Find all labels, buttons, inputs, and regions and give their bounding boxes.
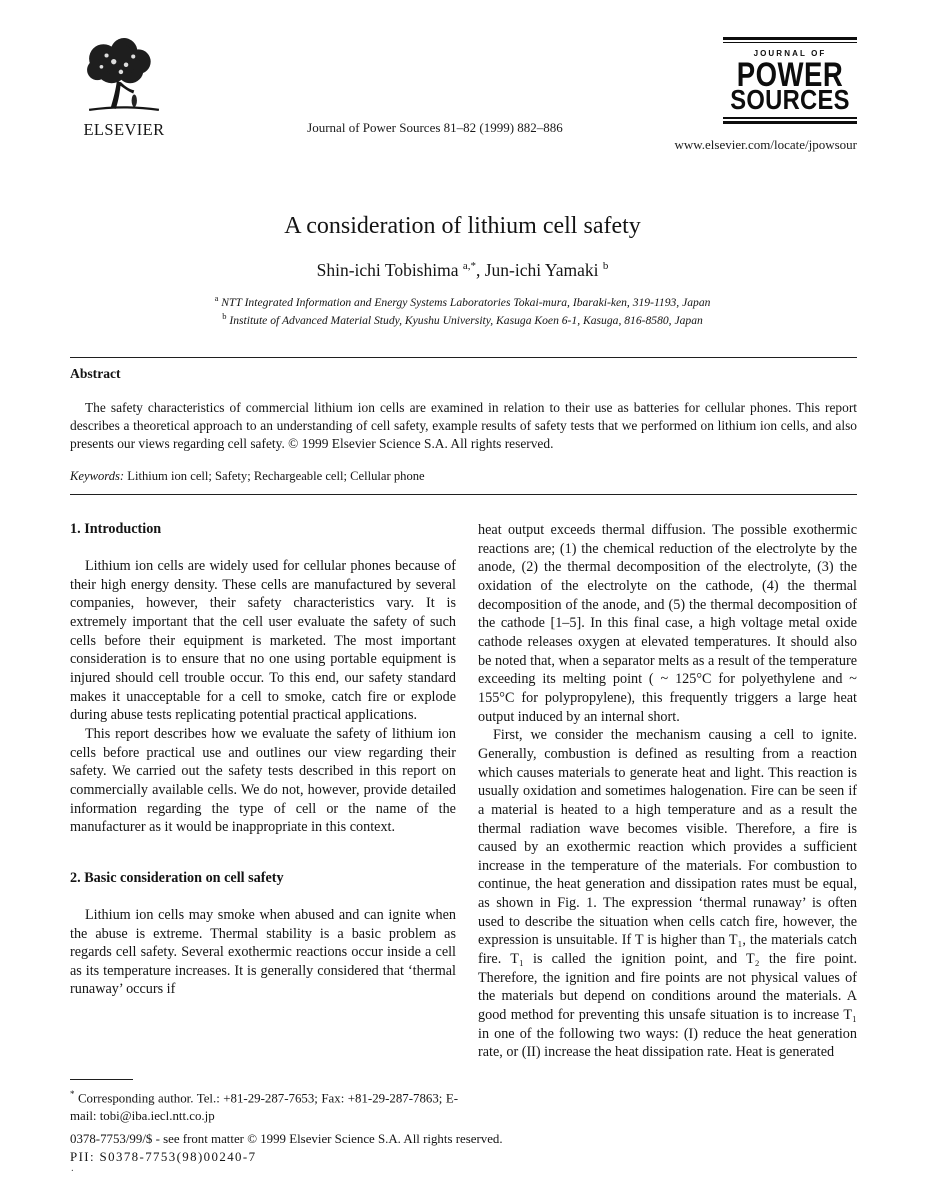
- elsevier-logo: [68, 36, 180, 140]
- author-yamaki: Jun-ichi Yamaki: [484, 260, 599, 280]
- affiliations-block: [0, 292, 925, 327]
- journal-citation: Journal of Power Sources 81–82 (1999) 882–886: [307, 120, 563, 135]
- affiliation-a-text: NTT Integrated Information and Energy Systems Laboratories Tokai-mura, Ibaraki-ken, 319-1193, Japan: [218, 295, 711, 309]
- author-tobishima-sup: a,*: [462, 260, 476, 273]
- intro-paragraph-2: This report describes how we evaluate the safety of lithium ion cells before practical use and outlines our view regarding their safety. We carried out the safety tests described in this report on commercially available cells. We do not, however, provide detailed information regarding the type of cell or the name of the manufacturer as it would be inappropriate in this context.: [70, 725, 456, 836]
- journal-website-url: www.elsevier.com/locate/jpowsour: [674, 137, 857, 152]
- abstract-bottom-rule: [70, 494, 857, 495]
- basic-consideration-paragraph-1: Lithium ion cells may smoke when abused and can ignite when the abuse is extreme. Thermal stability is a basic problem as regards cell safety. Several exothermic reactions occur inside a cell as its temperature increases. It is generally considered that ‘thermal runaway’ occurs if: [70, 906, 456, 998]
- footnote-text-line: [70, 1086, 458, 1125]
- section-2-heading: 2. Basic consideration on cell safety: [70, 869, 284, 886]
- issn-copyright-line: 0378-7753/99/$ - see front matter © 1999 Elsevier Science S.A. All rights reserved.: [70, 1132, 503, 1146]
- abstract-text: The safety characteristics of commercial lithium ion cells are examined in relation to their use as batteries for cellular phones. This report describes a theoretical approach to an understanding of cell safety, example results of safety tests that we performed on lithium ion cells, and also presents our views regarding cell safety. © 1999 Elsevier Science S.A. All rights reserved.: [70, 400, 857, 452]
- paper-title: A consideration of lithium cell safety: [284, 213, 641, 239]
- abstract-top-rule: [70, 357, 857, 358]
- scan-artifact-dot: .: [71, 1162, 74, 1174]
- abstract-heading: Abstract: [70, 366, 121, 381]
- footnote-rule: [70, 1079, 133, 1080]
- section-1-heading: 1. Introduction: [70, 521, 162, 537]
- affiliation-b-text: Institute of Advanced Material Study, Kyushu University, Kasuga Koen 6-1, Kasuga, 816-8580, Japan: [226, 313, 703, 327]
- author-yamaki-sup: b: [602, 260, 609, 273]
- affiliation-b: [0, 310, 925, 328]
- footnote-marker: *: [70, 1089, 75, 1100]
- pii-line: PII: S0378-7753(98)00240-7: [70, 1149, 257, 1164]
- footnote-text: Corresponding author. Tel.: +81-29-287-7653; Fax: +81-29-287-7863; E-mail: tobi@iba.iecl.ntt.co.jp: [70, 1091, 458, 1124]
- keywords-label: Keywords:: [70, 469, 125, 483]
- right-column-paragraph-2: First, we consider the mechanism causing a cell to ignite. Generally, combustion is defined as resulting from a reaction which causes materials to generate heat and light. This reaction is usually oxidation and sometimes halogenation. Fire can be seen if a material is heated to a high temperature and as a result the thermal radiation wave becomes visible. Therefore, a fire is caused by an exothermic reaction which provides a sufficient increase in the temperature of the materials. For combustion to continue, the heat generation and dissipation rates must be equal, as shown in Fig. 1. The expression ‘thermal runaway’ is often used to describe the situation when cells catch fire, however, the expression is unsuitable. If T is higher than T₁, the materials catch fire. T₁ is called the ignition point, and T₂ the fire point. Therefore, the ignition and fire points are not physical values of the materials but depend on conditions around the materials. A good method for preventing this unsafe situation is to increase T₁ in one of the following two ways: (I) reduce the heat generation rate, or (II) increase the heat dissipation rate. Heat is generated: [478, 727, 857, 1061]
- power-sources-logo: [723, 37, 857, 124]
- affiliation-a-sup: a: [214, 293, 219, 303]
- elsevier-wordmark: ELSEVIER: [83, 120, 165, 139]
- page-footer: [70, 1131, 710, 1166]
- logo-top-double-rule: [723, 37, 857, 43]
- right-column: [478, 521, 857, 1062]
- corresponding-author-footnote: [70, 1079, 458, 1126]
- journal-of-label: JOURNAL OF: [753, 49, 827, 59]
- intro-paragraph-1: Lithium ion cells are widely used for cellular phones because of their high energy density. These cells are manufactured by several companies, however, their safety characteristics vary. It is extremely important that the cell user evaluate the safety of such cells before their equipment is marketed. The most important consideration is to ensure that no one using portable equipment is injured should cell trouble occur. To this end, our safety standard makes it unacceptable for a cell to smoke, catch fire or explode during abuse tests replicating potential practical applications.: [70, 558, 456, 724]
- logo-bottom-double-rule: [723, 117, 857, 123]
- author-separator: ,: [476, 260, 485, 280]
- power-wordmark: POWER: [736, 56, 844, 95]
- keywords-line: [70, 469, 857, 484]
- keywords-text: Lithium ion cell; Safety; Rechargeable cell; Cellular phone: [124, 469, 425, 483]
- affiliation-b-sup: b: [222, 310, 227, 321]
- author-tobishima: Shin-ichi Tobishima: [316, 260, 459, 280]
- sources-wordmark: SOURCES: [730, 84, 850, 117]
- authors-line: [0, 260, 925, 281]
- left-column: [70, 521, 456, 999]
- affiliation-a: [0, 292, 925, 310]
- right-column-paragraph-1: heat output exceeds thermal diffusion. The possible exothermic reactions are; (1) the chemical reduction of the electrolyte by the anode, (2) the thermal decomposition of the electrolyte, (3) the oxidation of the electrolyte on the cathode, (4) the thermal decomposition of the anode, and (5) the thermal decomposition of the cathode [1–5]. In this final case, a high voltage metal oxide cathode releases oxygen at elevated temperatures. It should also be noted that, when a separator melts as a result of the temperature exceeding its melting point ( ~ 125°C for polyethylene and ~ 155°C for polypropylene), this frequently triggers a large heat output induced by an internal short.: [478, 522, 857, 725]
- elsevier-tree-icon: [72, 36, 176, 114]
